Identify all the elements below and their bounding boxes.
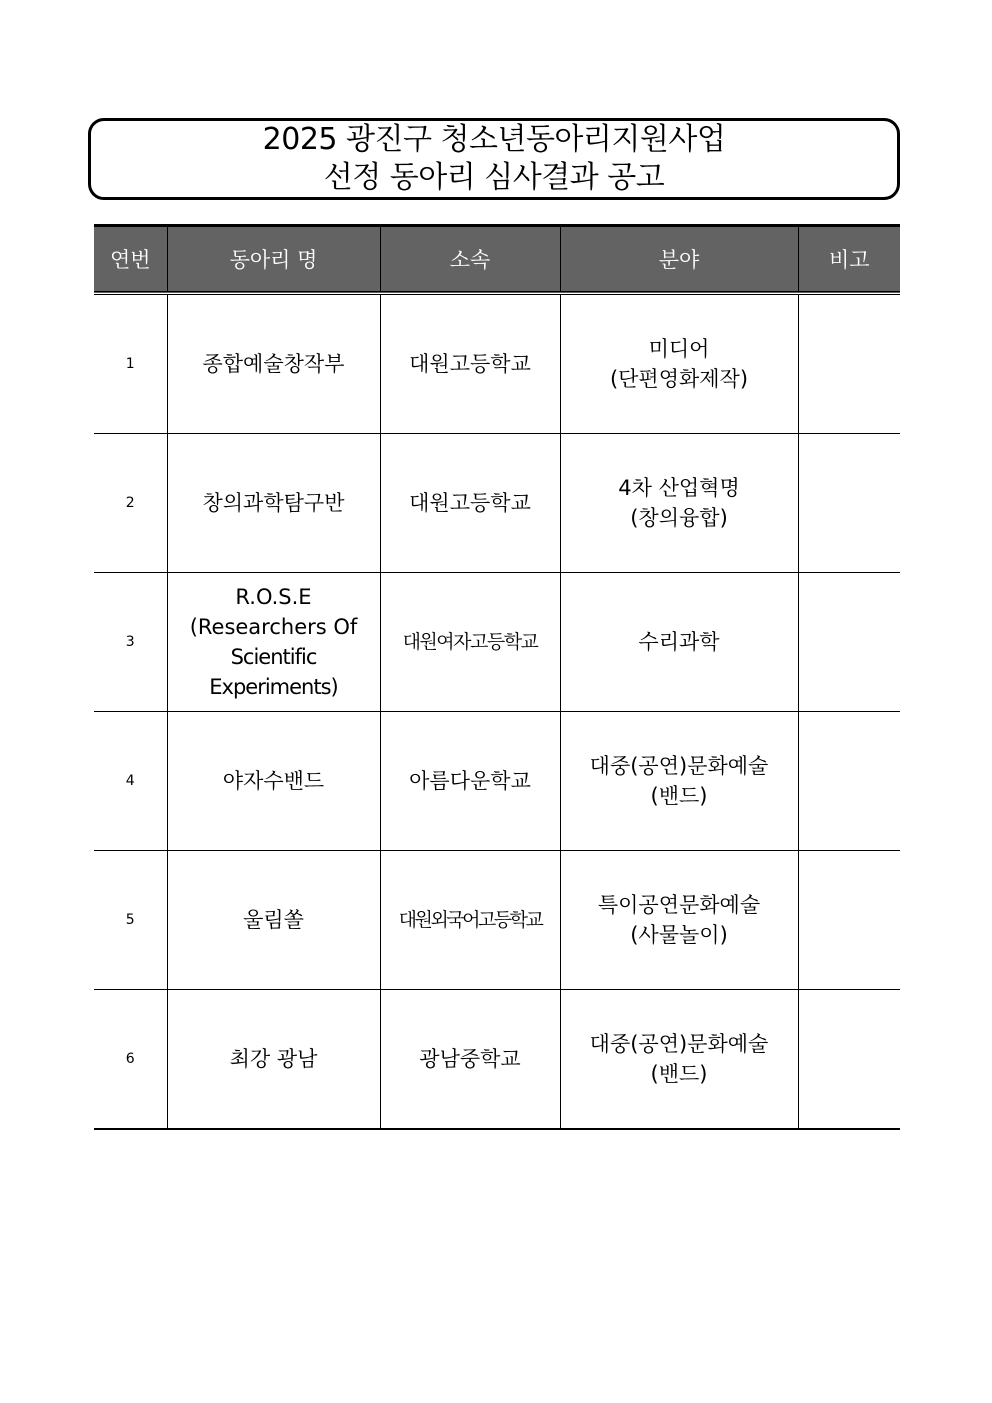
- cell-club-name: 창의과학탐구반: [167, 434, 380, 573]
- cell-field: 수리과학: [560, 573, 798, 712]
- header-affiliation: 소속: [380, 226, 560, 294]
- header-no: 연번: [94, 226, 167, 294]
- cell-affiliation: 대원고등학교: [380, 434, 560, 573]
- cell-affiliation: 광남중학교: [380, 990, 560, 1130]
- cell-no: 5: [94, 851, 167, 990]
- cell-no: 6: [94, 990, 167, 1130]
- results-table: [94, 224, 900, 1130]
- table-row: [94, 293, 900, 434]
- cell-club-name: 최강 광남: [167, 990, 380, 1130]
- table-row: [94, 434, 900, 573]
- cell-field: 미디어 (단편영화제작): [560, 293, 798, 434]
- cell-note: [798, 990, 900, 1130]
- cell-field: 특이공연문화예술 (사물놀이): [560, 851, 798, 990]
- cell-note: [798, 573, 900, 712]
- cell-no: 4: [94, 712, 167, 851]
- cell-no: 3: [94, 573, 167, 712]
- header-club-name: 동아리 명: [167, 226, 380, 294]
- cell-affiliation: 대원고등학교: [380, 293, 560, 434]
- cell-note: [798, 293, 900, 434]
- cell-field: 대중(공연)문화예술 (밴드): [560, 990, 798, 1130]
- cell-club-name: 종합예술창작부: [167, 293, 380, 434]
- cell-affiliation: 대원외국어고등학교: [380, 851, 560, 990]
- cell-club-name: R.O.S.E (Researchers Of Scientific Experiments): [167, 573, 380, 712]
- cell-affiliation: 대원여자고등학교: [380, 573, 560, 712]
- cell-note: [798, 434, 900, 573]
- cell-club-name: 야자수밴드: [167, 712, 380, 851]
- cell-no: 2: [94, 434, 167, 573]
- cell-no: 1: [94, 293, 167, 434]
- table-header-row: [94, 226, 900, 294]
- cell-affiliation: 아름다운학교: [380, 712, 560, 851]
- cell-club-name: 울림쏠: [167, 851, 380, 990]
- cell-note: [798, 851, 900, 990]
- title-box: [88, 118, 900, 200]
- cell-field: 4차 산업혁명 (창의융합): [560, 434, 798, 573]
- table-row: [94, 990, 900, 1130]
- table-row: [94, 573, 900, 712]
- cell-note: [798, 712, 900, 851]
- header-field: 분야: [560, 226, 798, 294]
- header-note: 비고: [798, 226, 900, 294]
- table-row: [94, 712, 900, 851]
- title-line-1: 2025 광진구 청소년동아리지원사업: [262, 122, 726, 157]
- cell-field: 대중(공연)문화예술 (밴드): [560, 712, 798, 851]
- title-line-2: 선정 동아리 심사결과 공고: [323, 160, 665, 195]
- table-row: [94, 851, 900, 990]
- results-table-wrapper: [94, 224, 900, 1130]
